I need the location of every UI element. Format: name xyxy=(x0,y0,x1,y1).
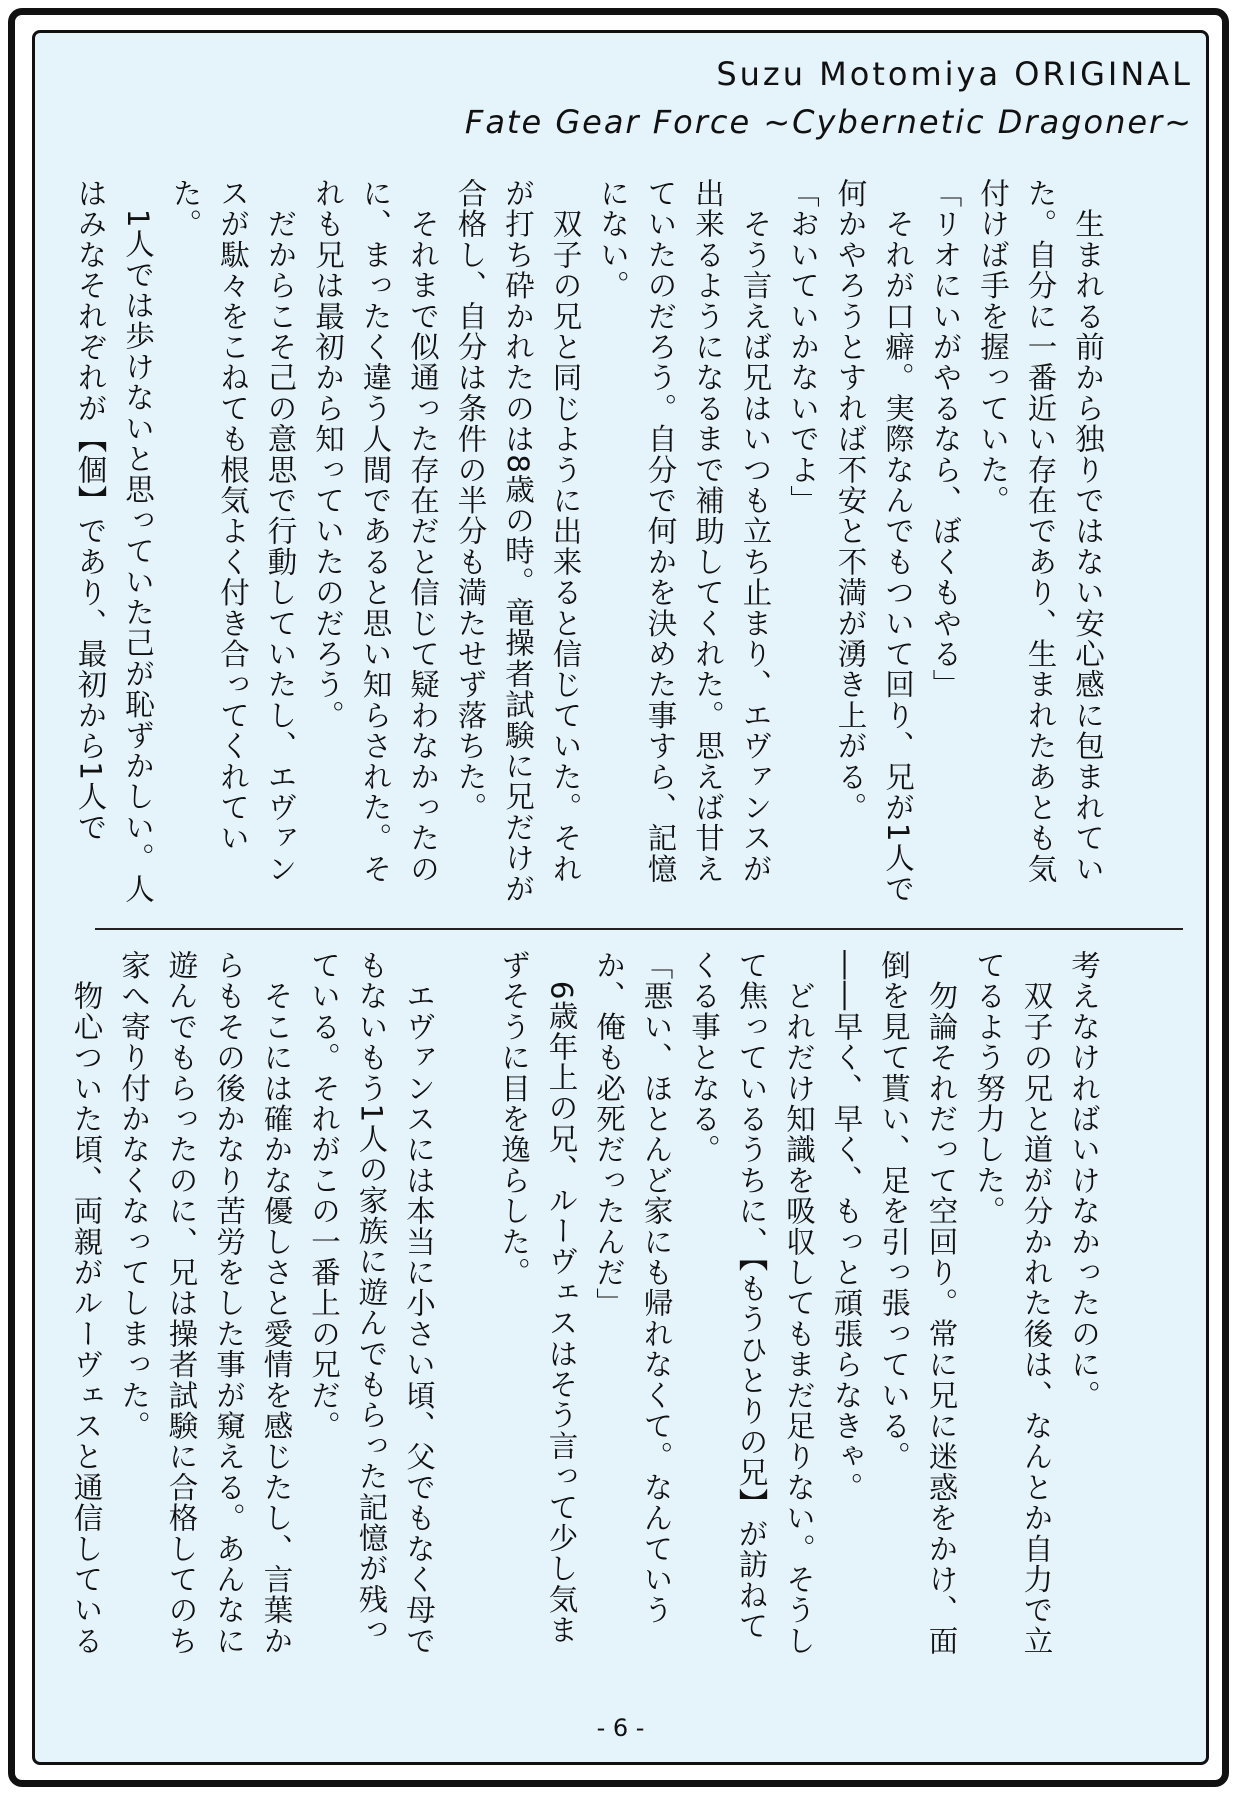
paragraph: 6歳年上の兄、ルーヴェスはそう言って少し気まずそうに目を逸らした。 xyxy=(497,950,579,1646)
blank-line xyxy=(442,950,490,1668)
text-section-bottom xyxy=(62,950,1107,1668)
paragraph: 「リオにいがやるなら、ぼくもやる」 xyxy=(928,178,963,700)
paragraph: 双子の兄と同じように出来ると信じていた。それが打ち砕かれたのは8歳の時。竜操者試験に兄だけが合格し、自分は条件の半分も満たせず落ちた。 xyxy=(453,178,583,905)
paragraph: それが口癖。実際なんでもついて回り、兄が1人で何かやろうとすれば不安と不満が湧き上がる。 xyxy=(833,178,915,905)
header xyxy=(465,52,1193,144)
paragraph: 勿論それだって空回り。常に兄に迷惑をかけ、面倒を見て貰い、足を引っ張っている。 xyxy=(877,950,959,1657)
paragraph: 双子の兄と道が分かれた後は、なんとか自力で立てるよう努力した。 xyxy=(972,950,1054,1657)
paragraph: 「悪い、ほとんど家にも帰れなくて。なんていうか、俺も必死だったんだ」 xyxy=(592,950,674,1626)
paragraph: 「おいていかないでよ」 xyxy=(786,178,820,516)
section-divider xyxy=(95,928,1183,930)
header-title-line: Fate Gear Force ~Cybernetic Dragoner~ xyxy=(464,103,1193,141)
paragraph: そう言えば兄はいつも立ち止まり、エヴァンスが出来るようになるまで補助してくれた。思えば甘えていたのだろう。自分で何かを決めた事すら、記憶にない。 xyxy=(596,178,773,885)
paragraph: エヴァンスには本当に小さい頃、父でもなく母でもないもう1人の家族に遊んでもらった記憶が残っている。それがこの一番上の兄だ。 xyxy=(307,950,436,1657)
paragraph: どれだけ知識を吸収してもまだ足りない。そうして焦っているうちに、【もうひとりの兄】が訪ねてくる事となる。 xyxy=(687,950,816,1657)
paragraph: ――早く、早く、もっと頑張らなきゃ。 xyxy=(829,950,864,1503)
text-section-top xyxy=(66,178,1111,908)
paragraph: 考えなければいけなかったのに。 xyxy=(1067,950,1101,1411)
page-number: - 6 - xyxy=(596,1714,645,1742)
paragraph: 1人では歩けないと思っていた己が恥ずかしい。人はみなそれぞれが【個】であり、最初から1人で xyxy=(73,178,155,905)
header-author-line: Suzu Motomiya ORIGINAL xyxy=(716,55,1193,93)
paragraph: 物心ついた頃、両親がルーヴェスと通信している xyxy=(69,950,104,1657)
paragraph: それまで似通った存在だと信じて疑わなかったのに、まったく違う人間であると思い知らされた。それも兄は最初から知っていたのだろう。 xyxy=(311,178,440,885)
paragraph: 生まれる前から独りではない安心感に包まれていた。自分に一番近い存在であり、生まれたあとも気付けば手を握っていた。 xyxy=(976,178,1105,885)
paragraph: そこには確かな優しさと愛情を感じたし、言葉からもその後かなり苦労をした事が窺える。あんなに遊んでもらったのに、兄は操者試験に合格してのち家へ寄り付かなくなってしまった。 xyxy=(117,950,294,1657)
paragraph: だからこそ己の意思で行動していたし、エヴァンスが駄々をこねても根気よく付き合ってくれていた。 xyxy=(168,178,298,885)
